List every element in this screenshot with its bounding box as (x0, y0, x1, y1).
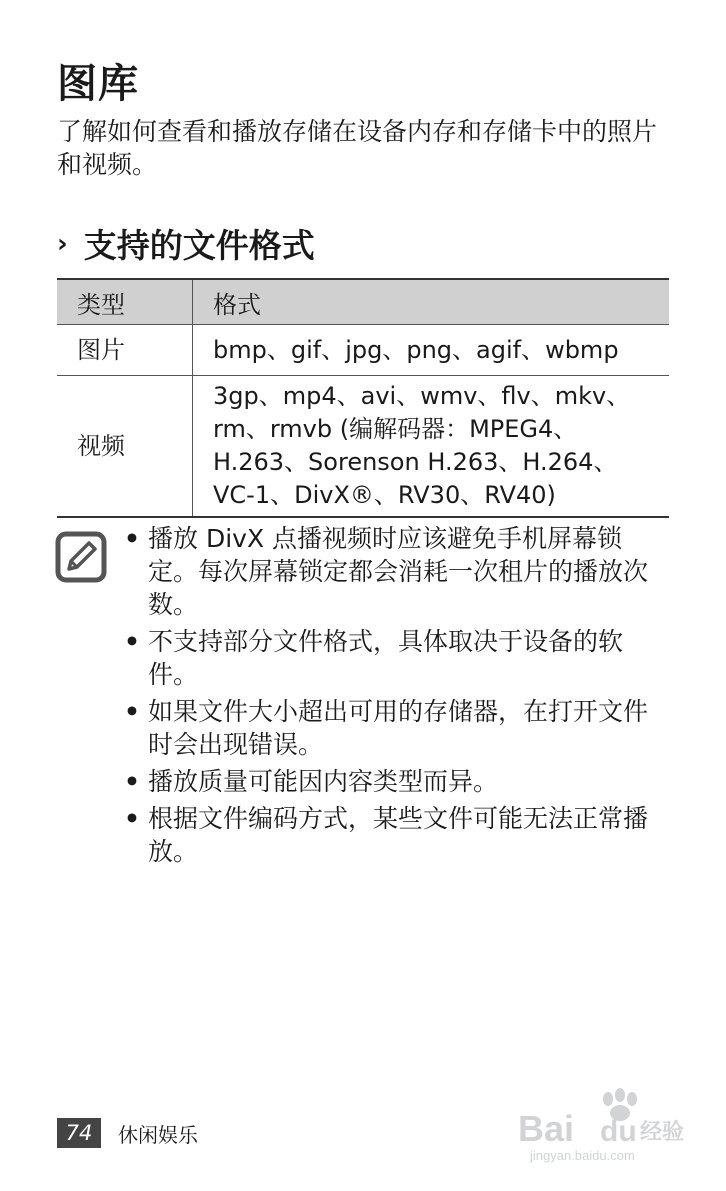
note-text: 不支持部分文件格式，具体取决于设备的软件。 (148, 627, 624, 689)
bullet-icon: • (124, 767, 140, 796)
list-item (120, 625, 665, 691)
note-text: 播放 DivX 点播视频时应该避免手机屏幕锁定。每次屏幕锁定都会消耗一次租片的播放次数。 (148, 524, 649, 619)
column-header-type: 类型 (57, 279, 193, 325)
note-text: 播放质量可能因内容类型而异。 (148, 767, 499, 796)
bullet-icon: • (124, 627, 140, 656)
bullet-icon: • (124, 524, 140, 553)
cell-type: 图片 (57, 325, 193, 376)
page-footer (57, 1118, 198, 1148)
chevron-right-icon: › (57, 228, 68, 259)
svg-text:经验: 经验 (640, 1120, 685, 1145)
cell-formats: 3gp、mp4、avi、wmv、flv、mkv、rm、rmvb (编解码器：MPEG4、H.263、Sorenson H.263、H.264、VC-1、DivX®、RV30、RV40) (193, 376, 670, 518)
table-row (57, 325, 669, 376)
file-format-table (57, 278, 669, 518)
notes-list (120, 522, 665, 872)
bullet-icon: • (124, 697, 140, 726)
cell-type: 视频 (57, 376, 193, 518)
section-heading (57, 220, 315, 267)
note-text: 如果文件大小超出可用的存储器，在打开文件时会出现错误。 (148, 697, 649, 759)
svg-text:du: du (600, 1115, 637, 1148)
page-number: 74 (57, 1118, 101, 1148)
table-row (57, 376, 669, 518)
table-header-row (57, 279, 669, 325)
list-item (120, 802, 665, 868)
cell-formats: bmp、gif、jpg、png、agif、wbmp (193, 325, 670, 376)
baidu-watermark-logo (516, 1085, 686, 1165)
watermark-url: jingyan.baidu.com (530, 1148, 635, 1163)
list-item (120, 522, 665, 621)
bullet-icon: • (124, 804, 140, 833)
list-item (120, 695, 665, 761)
list-item (120, 765, 665, 798)
note-text: 根据文件编码方式，某些文件可能无法正常播放。 (148, 804, 649, 866)
svg-text:Bai: Bai (518, 1108, 575, 1149)
note-pencil-icon (55, 531, 107, 583)
column-header-format: 格式 (193, 279, 670, 325)
section-heading-text: 支持的文件格式 (83, 226, 315, 265)
page-title: 图库 (57, 61, 139, 107)
intro-paragraph: 了解如何查看和播放存储在设备内存和存储卡中的照片和视频。 (57, 117, 658, 179)
footer-section-name: 休闲娱乐 (118, 1122, 198, 1147)
